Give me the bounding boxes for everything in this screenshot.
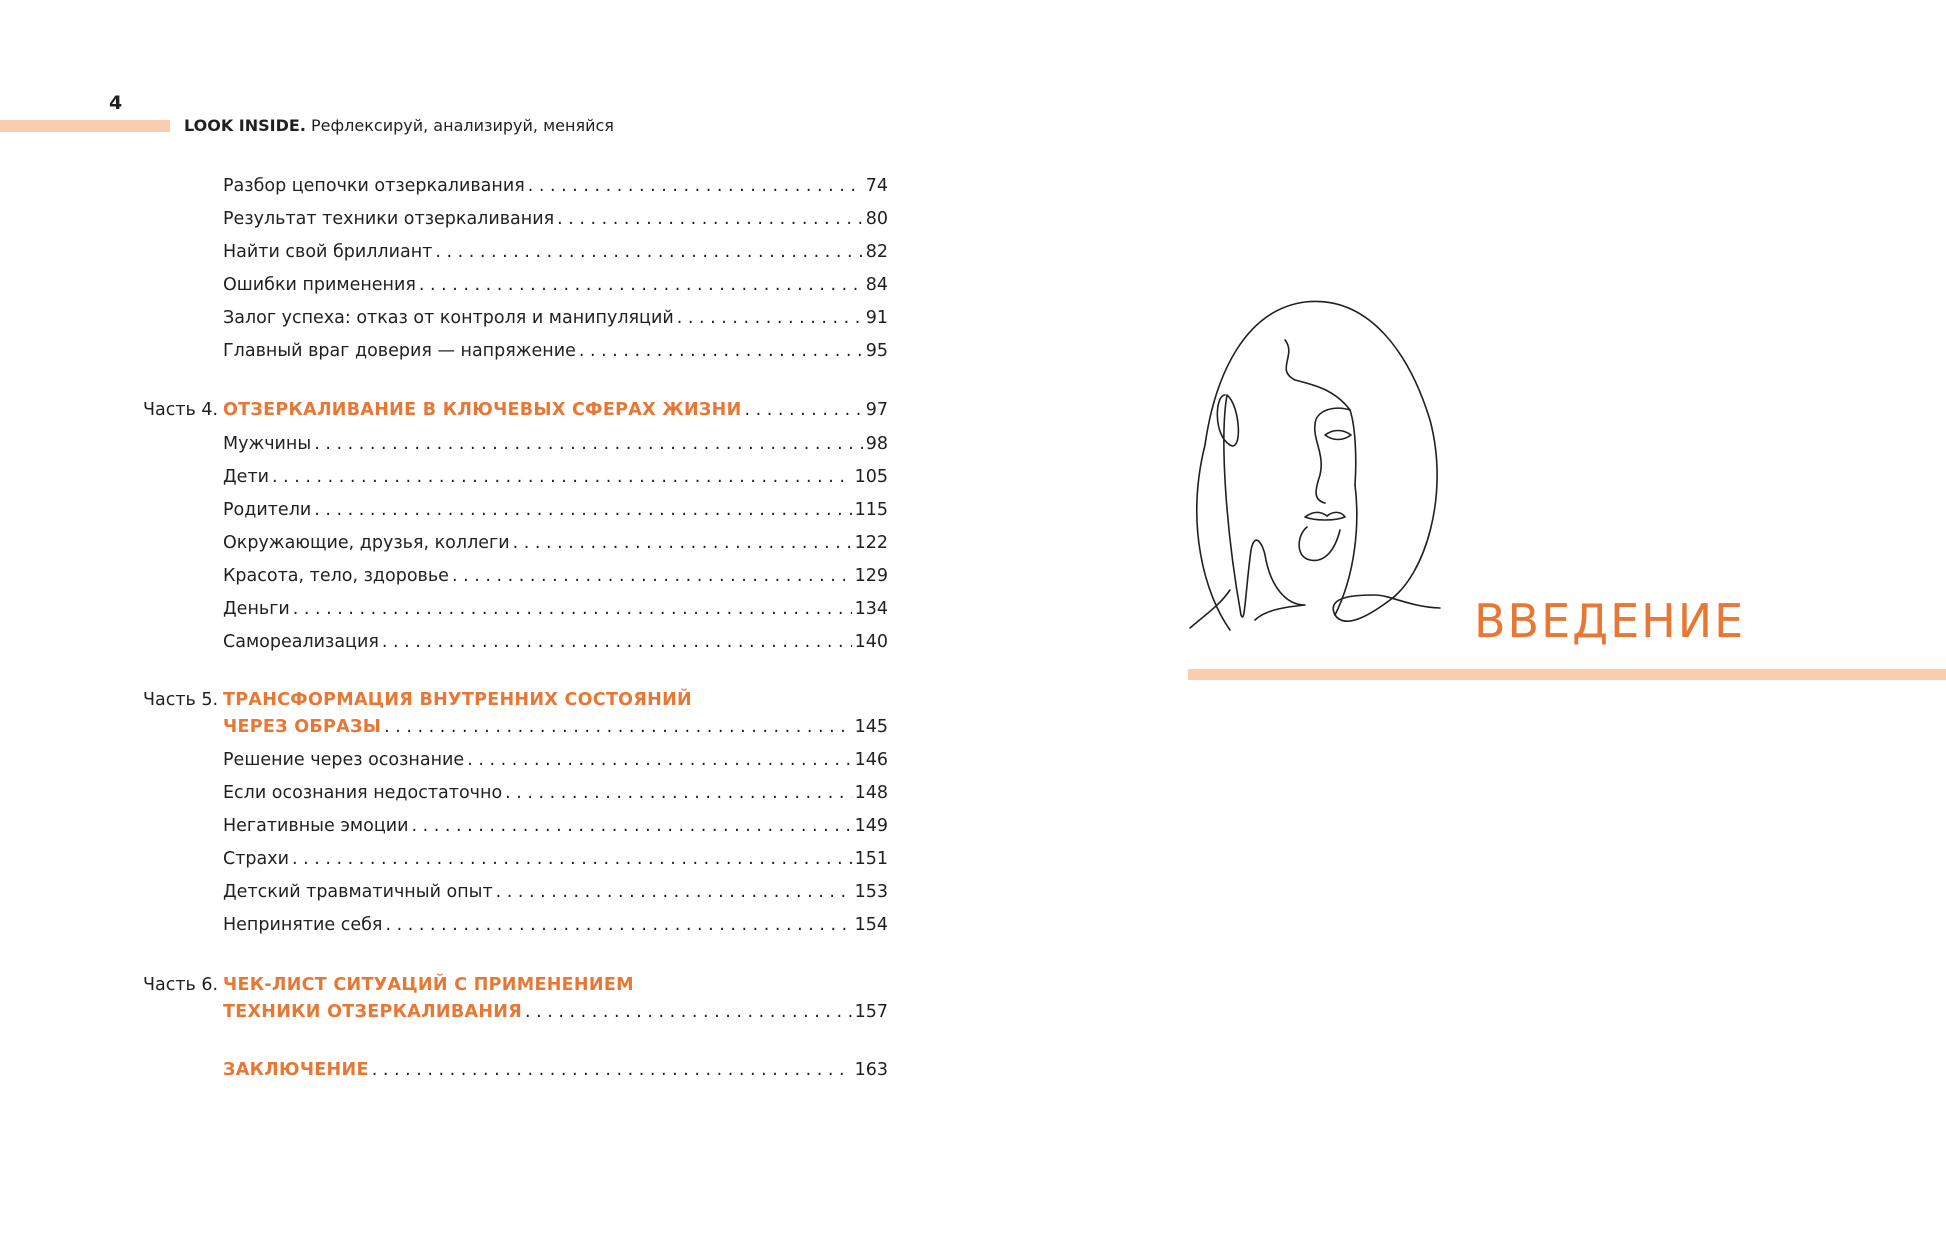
toc-row-page: 145 — [854, 717, 888, 737]
toc-row-page: 84 — [865, 275, 888, 295]
toc-row-page: 157 — [854, 1002, 888, 1022]
toc-row-title: Деньги — [223, 599, 290, 619]
toc-row-page: 148 — [854, 783, 888, 803]
toc-row-page: 95 — [865, 341, 888, 361]
toc-row-title: Непринятие себя — [223, 915, 383, 935]
part-6-label: Часть 6. — [143, 975, 219, 995]
toc-row-page: 163 — [854, 1060, 888, 1080]
toc-row-page: 74 — [865, 176, 888, 196]
toc-row[interactable] — [223, 915, 888, 935]
book-title: LOOK INSIDE. — [184, 116, 306, 135]
toc-row-title: Залог успеха: отказ от контроля и манипуляций — [223, 308, 674, 328]
conclusion-title: ЗАКЛЮЧЕНИЕ — [223, 1060, 369, 1080]
toc-row-title: Решение через осознание — [223, 750, 465, 770]
table-of-contents — [0, 0, 900, 1259]
toc-row-title: Окружающие, друзья, коллеги — [223, 533, 510, 553]
toc-row[interactable] — [223, 500, 888, 520]
page-number: 4 — [109, 92, 123, 114]
toc-row-title: Ошибки применения — [223, 275, 416, 295]
toc-row[interactable] — [223, 242, 888, 262]
toc-conclusion[interactable] — [223, 1060, 888, 1080]
toc-row[interactable] — [223, 632, 888, 652]
toc-row[interactable] — [223, 308, 888, 328]
toc-row-page: 98 — [865, 434, 888, 454]
toc-row[interactable] — [223, 750, 888, 770]
part-5-title-line1[interactable]: ТРАНСФОРМАЦИЯ ВНУТРЕННИХ СОСТОЯНИЙ — [223, 690, 692, 710]
part-4-label: Часть 4. — [143, 400, 219, 420]
toc-row[interactable] — [223, 849, 888, 869]
toc-row[interactable] — [223, 209, 888, 229]
toc-row[interactable] — [223, 434, 888, 454]
toc-row-title: Найти свой бриллиант — [223, 242, 433, 262]
toc-row-page: 149 — [854, 816, 888, 836]
intro-title: ВВЕДЕНИЕ — [1474, 594, 1746, 648]
toc-part-heading[interactable] — [223, 717, 888, 737]
toc-row-page: 129 — [854, 566, 888, 586]
toc-row-page: 140 — [854, 632, 888, 652]
toc-row[interactable] — [223, 783, 888, 803]
toc-row-page: 105 — [854, 467, 888, 487]
toc-row-page: 122 — [854, 533, 888, 553]
toc-row-page: 115 — [854, 500, 888, 520]
toc-row-title: Детский травматичный опыт — [223, 882, 493, 902]
toc-row-page: 82 — [865, 242, 888, 262]
toc-part-heading[interactable] — [223, 400, 888, 420]
toc-row[interactable] — [223, 176, 888, 196]
toc-row-title: Мужчины — [223, 434, 312, 454]
toc-row-page: 146 — [854, 750, 888, 770]
face-line-art-icon — [1185, 295, 1445, 655]
toc-row[interactable] — [223, 882, 888, 902]
toc-row-page: 97 — [865, 400, 888, 420]
part-4-title: ОТЗЕРКАЛИВАНИЕ В КЛЮЧЕВЫХ СФЕРАХ ЖИЗНИ — [223, 400, 742, 420]
toc-row-title: Если осознания недостаточно — [223, 783, 503, 803]
part-6-title-line2: ТЕХНИКИ ОТЗЕРКАЛИВАНИЯ — [223, 1002, 523, 1022]
toc-row-title: Родители — [223, 500, 312, 520]
toc-row-title: Результат техники отзеркаливания — [223, 209, 555, 229]
toc-row-title: Красота, тело, здоровье — [223, 566, 449, 586]
part-5-title-line2: ЧЕРЕЗ ОБРАЗЫ — [223, 717, 382, 737]
toc-row[interactable] — [223, 533, 888, 553]
toc-row[interactable] — [223, 566, 888, 586]
toc-row-page: 153 — [854, 882, 888, 902]
toc-row[interactable] — [223, 467, 888, 487]
toc-row-title: Страхи — [223, 849, 289, 869]
toc-row-title: Дети — [223, 467, 270, 487]
book-subtitle: Рефлексируй, анализируй, меняйся — [311, 116, 614, 135]
toc-row[interactable] — [223, 275, 888, 295]
toc-row-title: Негативные эмоции — [223, 816, 409, 836]
part-5-label: Часть 5. — [143, 690, 219, 710]
toc-row-page: 80 — [865, 209, 888, 229]
intro-bar — [1188, 669, 1946, 680]
toc-row-title: Главный враг доверия — напряжение — [223, 341, 576, 361]
toc-row[interactable] — [223, 816, 888, 836]
toc-row-page: 154 — [854, 915, 888, 935]
toc-row-page: 134 — [854, 599, 888, 619]
part-6-title-line1[interactable]: ЧЕК-ЛИСТ СИТУАЦИЙ С ПРИМЕНЕНИЕМ — [223, 975, 634, 995]
toc-row[interactable] — [223, 341, 888, 361]
toc-row-page: 91 — [865, 308, 888, 328]
toc-row-title: Разбор цепочки отзеркаливания — [223, 176, 525, 196]
toc-row-title: Самореализация — [223, 632, 379, 652]
toc-row[interactable] — [223, 599, 888, 619]
toc-part-heading[interactable] — [223, 1002, 888, 1022]
toc-row-page: 151 — [854, 849, 888, 869]
